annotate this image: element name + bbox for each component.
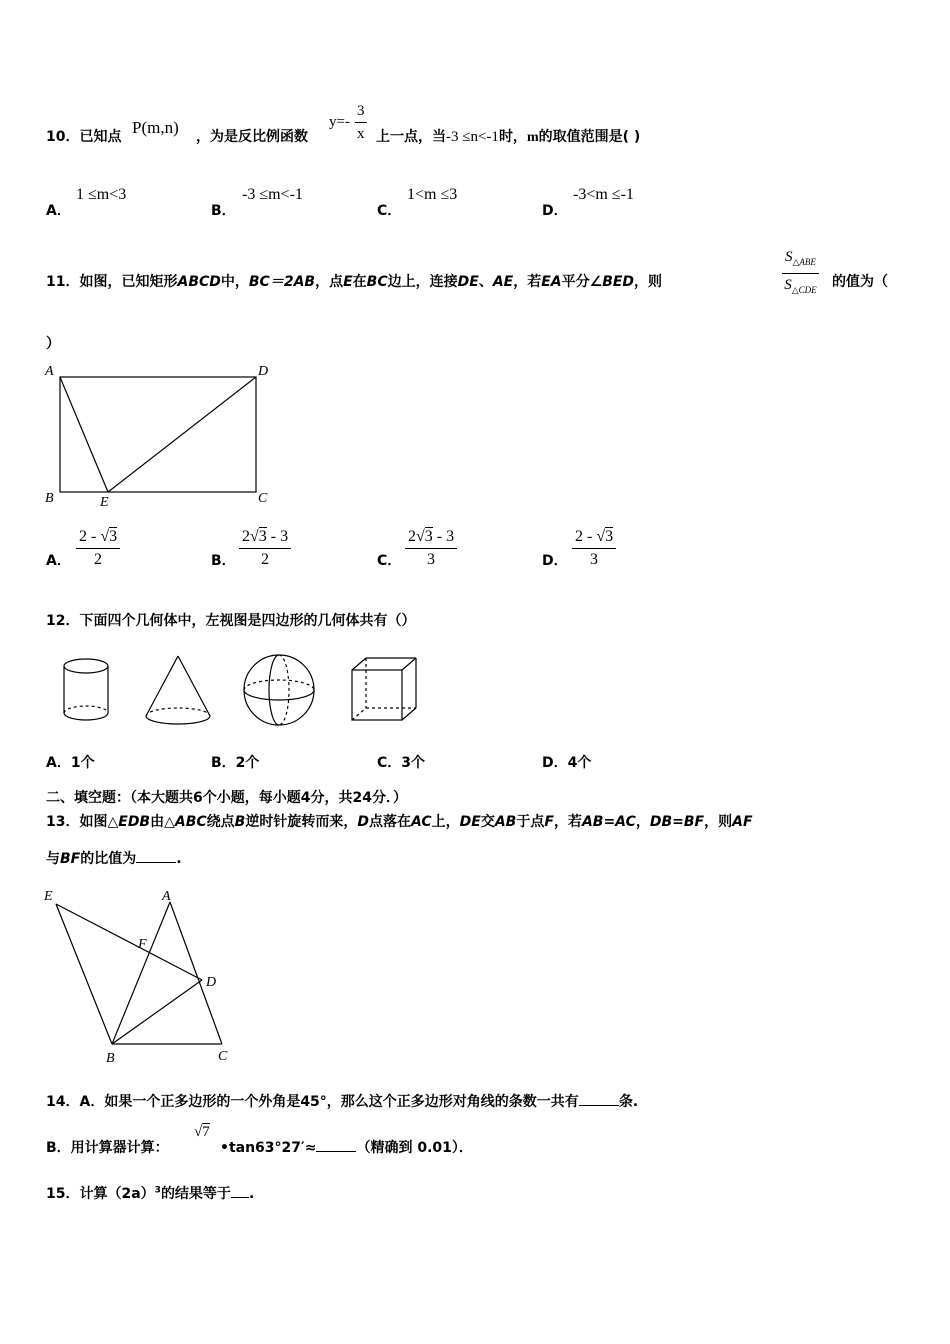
label-c: C [218,1049,228,1064]
label-a: A [162,889,171,904]
segment-ac [170,902,222,1044]
q12-option-d[interactable]: D．4个 [542,755,592,771]
q14a-answer-blank[interactable] [579,1093,619,1106]
q10-text-c: 上一点，当-3 ≤n<-1时，m的取值范围是( ) [376,129,641,145]
cube-solid [352,658,416,720]
q10-text-b: ，为是反比例函数 [196,129,308,145]
cylinder-solid [64,659,108,720]
q10-line: 10．已知点 [46,129,122,145]
q10-option-b-value: -3 ≤m<-1 [242,186,303,203]
sphere-solid [244,655,314,725]
cone-solid [146,656,210,724]
q10-option-d[interactable]: D． [542,203,568,219]
segment-de [108,377,256,492]
q11-close-paren: ） [46,336,60,352]
label-d: D [258,364,269,379]
q12-text: 12．下面四个几何体中，左视图是四边形的几何体共有（） [46,613,416,629]
q10-option-d-value: -3<m ≤-1 [573,186,634,203]
q11-text-i: 的值为（ [832,274,888,290]
q13-line2: 与BF的比值为 . [46,851,182,867]
q10-option-a[interactable]: A． [46,203,71,219]
q11-option-d-value: $\frac{2 - √3}{3}$ [572,526,616,571]
q14-part-b-rest: •tan63°27′≈ （精确到 0.01）． [220,1140,473,1156]
section2-heading: 二、填空题：（本大题共6个小题，每小题4分，共24分．） [46,790,407,806]
q11-option-c[interactable]: C． [377,553,402,569]
q11-rectangle-figure [42,360,282,510]
q13-answer-blank[interactable] [136,850,176,863]
q10-point: P(m,n) [132,118,179,137]
q14-part-a: 14．A．如果一个正多边形的一个外角是45°，那么这个正多边形对角线的条数一共有 条. [46,1094,639,1110]
segment-ed [56,904,202,980]
q11-area-ratio: $\frac{S_{\triangle ABE}}{S_{\triangle CDE}}$ [782,246,819,301]
q11-option-a[interactable]: A． [46,553,71,569]
label-e: E [100,495,109,510]
q11-option-c-value: $\frac{2√3 - 3}{3}$ [405,526,457,571]
label-b: B [45,491,54,506]
q12-options [46,752,906,772]
label-f: F [138,937,147,952]
q10-func-fraction: $\frac{3}{x}$ [355,100,367,145]
label-c: C [258,491,268,506]
label-e: E [44,889,53,904]
segment-ae [60,377,108,492]
q11-option-a-value: $\frac{2 - √3}{2}$ [76,526,120,571]
q12-option-b[interactable]: B．2个 [211,755,260,771]
q10-option-c-value: 1<m ≤3 [407,186,458,203]
q11-option-d[interactable]: D． [542,553,568,569]
q12-solids-figure [40,648,440,732]
q15-line: 15．计算$(2a)^3$的结果等于 . [46,1185,255,1202]
q11-option-b[interactable]: B． [211,553,236,569]
q14b-answer-blank[interactable] [316,1139,356,1152]
q14-part-b: B．用计算器计算： [46,1140,169,1156]
label-a: A [45,364,54,379]
label-d: D [206,975,217,990]
q11-option-b-value: $\frac{2√3 - 3}{2}$ [239,526,291,571]
segment-eb [56,904,112,1044]
q11-options [46,526,906,578]
q10-option-a-value: 1 ≤m<3 [76,186,127,203]
rect-abcd [60,377,256,492]
q10-option-c[interactable]: C． [377,203,402,219]
q14-sqrt7: √7 [194,1124,210,1140]
q15-answer-blank[interactable] [231,1185,249,1198]
q13-triangle-figure [42,882,242,1067]
label-b: B [106,1051,115,1066]
q10-option-b[interactable]: B． [211,203,236,219]
q13-line1: 13．如图△EDB由△ABC绕点B逆时针旋转而来，D点落在AC上，DE交AB于点F，若AB=AC，DB=BF，则AF [46,814,753,830]
q10-options [46,186,906,219]
q11-line: 11．如图，已知矩形ABCD中，BC＝2AB，点E在BC边上，连接DE、AE，若EA平分∠BED，则 [46,274,663,290]
q12-option-a[interactable]: A．1个 [46,755,95,771]
q10-func-lhs: y=- [329,114,350,130]
q12-option-c[interactable]: C．3个 [377,755,426,771]
